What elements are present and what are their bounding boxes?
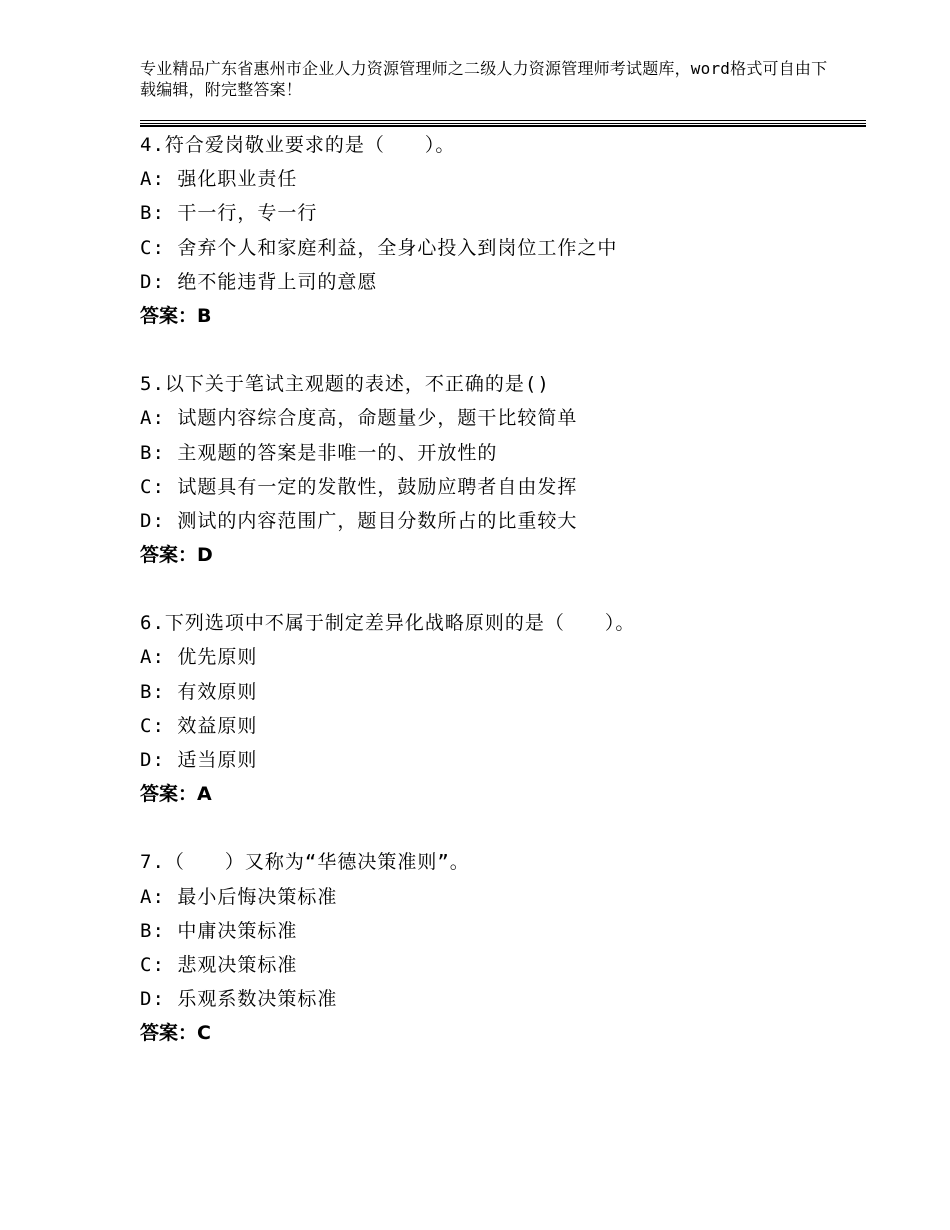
option-b: B: 有效原则: [140, 680, 258, 703]
question-stem: 5.以下关于笔试主观题的表述，不正确的是(): [140, 373, 550, 396]
answer-line: 答案：C: [140, 1022, 211, 1045]
answer-line: 答案：D: [140, 544, 213, 567]
header-divider: [140, 125, 866, 127]
question-7: [140, 845, 860, 1050]
answer-line: 答案：B: [140, 304, 212, 327]
option-d: D: 测试的内容范围广，题目分数所占的比重较大: [140, 509, 578, 532]
question-spacer: [140, 811, 860, 845]
option-b: B: 干一行，专一行: [140, 202, 318, 225]
option-d: D: 绝不能违背上司的意愿: [140, 270, 378, 293]
question-4: [140, 128, 860, 333]
option-d: D: 适当原则: [140, 749, 258, 771]
header-divider: [140, 120, 866, 121]
question-stem: 6.下列选项中不属于制定差异化战略原则的是（ ）。: [140, 612, 636, 635]
question-stem: 7.（ ）又称为“华德决策准则”。: [140, 851, 470, 874]
question-list: [140, 128, 860, 1051]
option-c: C: 悲观决策标准: [140, 953, 298, 976]
document-header: 专业精品广东省惠州市企业人力资源管理师之二级人力资源管理师考试题库，word格式可自由下载编辑，附完整答案！: [140, 59, 828, 99]
option-a: A: 试题内容综合度高，命题量少，题干比较简单: [140, 407, 578, 430]
option-b: B: 中庸决策标准: [140, 919, 298, 942]
option-c: C: 效益原则: [140, 714, 258, 737]
option-a: A: 优先原则: [140, 646, 258, 669]
question-spacer: [140, 572, 860, 606]
option-c: C: 试题具有一定的发散性，鼓励应聘者自由发挥: [140, 475, 578, 498]
question-5: [140, 367, 860, 572]
question-stem: 4.符合爱岗敬业要求的是（ ）。: [140, 134, 456, 156]
option-a: A: 最小后悔决策标准: [140, 885, 338, 908]
question-6: [140, 606, 860, 811]
header-divider: [140, 123, 866, 124]
option-d: D: 乐观系数决策标准: [140, 988, 338, 1011]
option-c: C: 舍弃个人和家庭利益，全身心投入到岗位工作之中: [140, 236, 618, 259]
option-a: A: 强化职业责任: [140, 168, 298, 191]
question-spacer: [140, 333, 860, 367]
answer-line: 答案：A: [140, 783, 212, 806]
option-b: B: 主观题的答案是非唯一的、开放性的: [140, 441, 498, 464]
